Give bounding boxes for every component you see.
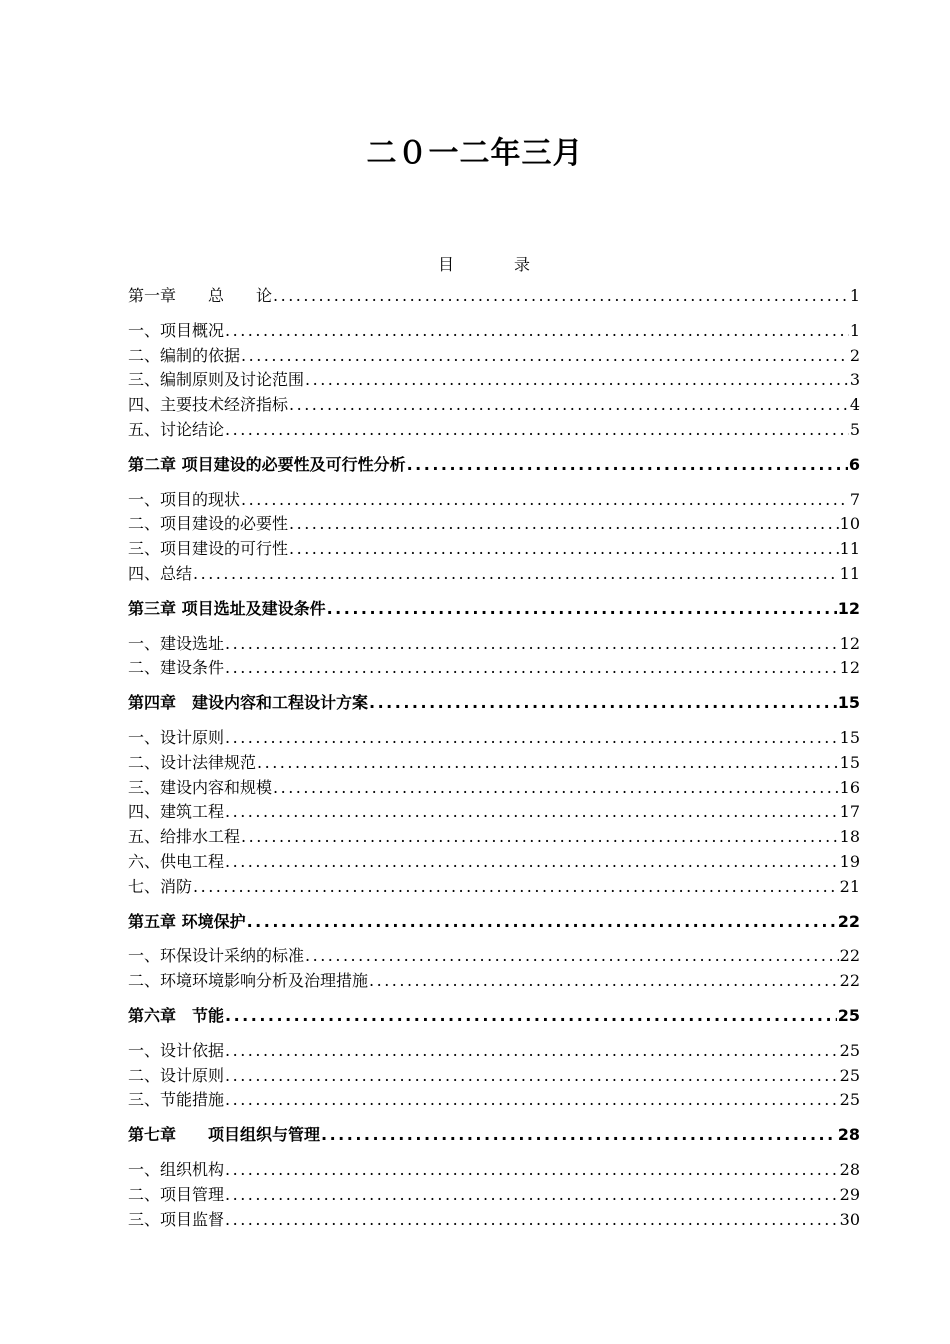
toc-entry-page-number: 12	[839, 633, 860, 653]
toc-chapter-entry[interactable]	[128, 453, 860, 478]
toc-entry-page-number: 22	[839, 971, 860, 991]
toc-entry-label: 七、消防	[128, 876, 193, 896]
toc-dot-leader	[327, 597, 837, 622]
toc-entry-label: 二、编制的依据	[128, 345, 241, 365]
toc-section-entry[interactable]	[128, 418, 860, 443]
toc-chapter-entry[interactable]	[128, 284, 860, 309]
toc-entry-label: 三、项目监督	[128, 1209, 225, 1229]
toc-dot-leader	[225, 418, 849, 443]
toc-dot-leader	[225, 1088, 839, 1113]
toc-entry-label: 第二章 项目建设的必要性及可行性分析	[128, 454, 406, 474]
toc-section-entry[interactable]	[128, 1208, 860, 1233]
table-of-contents	[128, 280, 860, 1232]
toc-section-entry[interactable]	[128, 726, 860, 751]
toc-entry-label: 五、讨论结论	[128, 419, 225, 439]
toc-chapter-entry[interactable]	[128, 1123, 860, 1148]
toc-section-entry[interactable]	[128, 319, 860, 344]
toc-dot-leader	[225, 632, 839, 657]
toc-entry-label: 四、主要技术经济指标	[128, 395, 289, 415]
toc-dot-leader	[369, 691, 837, 716]
toc-entry-label: 六、供电工程	[128, 851, 225, 871]
toc-entry-label: 三、编制原则及讨论范围	[128, 370, 305, 390]
toc-entry-page-number: 1	[849, 320, 860, 340]
toc-entry-label: 一、项目的现状	[128, 489, 241, 509]
toc-entry-label: 四、总结	[128, 563, 193, 583]
toc-section-entry[interactable]	[128, 368, 860, 393]
toc-dot-leader	[407, 453, 848, 478]
toc-dot-leader	[273, 776, 839, 801]
toc-dot-leader	[305, 368, 849, 393]
toc-entry-label: 第三章 项目选址及建设条件	[128, 598, 326, 618]
toc-section-entry[interactable]	[128, 1088, 860, 1113]
toc-entry-label: 二、设计法律规范	[128, 752, 257, 772]
toc-entry-page-number: 12	[839, 658, 860, 678]
toc-dot-leader	[247, 910, 837, 935]
toc-entry-label: 三、项目建设的可行性	[128, 539, 289, 559]
toc-section-entry[interactable]	[128, 969, 860, 994]
toc-entry-page-number: 17	[839, 802, 860, 822]
toc-dot-leader	[257, 751, 839, 776]
toc-entry-label: 四、建筑工程	[128, 802, 225, 822]
toc-entry-page-number: 5	[849, 419, 860, 439]
toc-entry-page-number: 10	[839, 514, 860, 534]
toc-chapter-entry[interactable]	[128, 691, 860, 716]
toc-entry-label: 二、设计原则	[128, 1065, 225, 1085]
toc-entry-label: 二、建设条件	[128, 658, 225, 678]
toc-section-entry[interactable]	[128, 562, 860, 587]
toc-entry-page-number: 11	[839, 563, 860, 583]
toc-section-entry[interactable]	[128, 656, 860, 681]
toc-entry-page-number: 3	[849, 370, 860, 390]
toc-section-entry[interactable]	[128, 537, 860, 562]
toc-entry-page-number: 15	[837, 693, 860, 713]
toc-entry-page-number: 25	[839, 1065, 860, 1085]
toc-dot-leader	[369, 969, 839, 994]
toc-entry-page-number: 7	[849, 489, 860, 509]
toc-dot-leader	[273, 284, 849, 309]
toc-section-entry[interactable]	[128, 944, 860, 969]
toc-section-entry[interactable]	[128, 512, 860, 537]
toc-entry-page-number: 15	[839, 727, 860, 747]
toc-entry-label: 第七章 项目组织与管理	[128, 1125, 321, 1145]
toc-entry-page-number: 4	[849, 395, 860, 415]
toc-entry-label: 一、项目概况	[128, 320, 225, 340]
toc-dot-leader	[225, 656, 839, 681]
toc-section-entry[interactable]	[128, 344, 860, 369]
toc-entry-label: 二、环境环境影响分析及治理措施	[128, 971, 369, 991]
toc-dot-leader	[225, 1183, 839, 1208]
toc-dot-leader	[241, 825, 839, 850]
toc-dot-leader	[225, 850, 839, 875]
toc-entry-page-number: 29	[839, 1184, 860, 1204]
toc-entry-page-number: 19	[839, 851, 860, 871]
toc-entry-label: 一、设计原则	[128, 727, 225, 747]
toc-section-entry[interactable]	[128, 1039, 860, 1064]
toc-entry-label: 三、建设内容和规模	[128, 777, 273, 797]
toc-dot-leader	[241, 344, 849, 369]
toc-section-entry[interactable]	[128, 393, 860, 418]
toc-entry-label: 一、设计依据	[128, 1040, 225, 1060]
toc-entry-label: 一、组织机构	[128, 1159, 225, 1179]
toc-chapter-entry[interactable]	[128, 910, 860, 935]
toc-heading: 目 录	[437, 255, 552, 274]
toc-section-entry[interactable]	[128, 825, 860, 850]
toc-section-entry[interactable]	[128, 632, 860, 657]
toc-section-entry[interactable]	[128, 751, 860, 776]
toc-entry-page-number: 25	[839, 1090, 860, 1110]
toc-dot-leader	[225, 726, 839, 751]
toc-entry-label: 一、建设选址	[128, 633, 225, 653]
toc-chapter-entry[interactable]	[128, 597, 860, 622]
toc-entry-page-number: 11	[839, 539, 860, 559]
toc-entry-label: 第一章 总 论	[128, 286, 273, 305]
toc-entry-page-number: 28	[839, 1159, 860, 1179]
toc-entry-page-number: 30	[839, 1209, 860, 1229]
toc-dot-leader	[241, 488, 849, 513]
toc-entry-page-number: 25	[837, 1005, 860, 1025]
toc-dot-leader	[225, 319, 849, 344]
toc-dot-leader	[225, 1208, 839, 1233]
toc-entry-page-number: 2	[849, 345, 860, 365]
toc-dot-leader	[321, 1123, 837, 1148]
toc-entry-label: 五、给排水工程	[128, 827, 241, 847]
toc-dot-leader	[289, 537, 839, 562]
toc-chapter-entry[interactable]	[128, 1004, 860, 1029]
toc-section-entry[interactable]	[128, 488, 860, 513]
toc-dot-leader	[225, 1039, 839, 1064]
toc-dot-leader	[193, 562, 839, 587]
toc-dot-leader	[225, 1004, 837, 1029]
toc-entry-page-number: 21	[839, 876, 860, 896]
toc-dot-leader	[289, 393, 849, 418]
toc-section-entry[interactable]	[128, 850, 860, 875]
toc-dot-leader	[305, 944, 839, 969]
toc-entry-page-number: 18	[839, 827, 860, 847]
toc-entry-page-number: 28	[837, 1125, 860, 1145]
toc-entry-page-number: 16	[839, 777, 860, 797]
toc-entry-label: 第五章 环境保护	[128, 911, 246, 931]
toc-entry-label: 二、项目管理	[128, 1184, 225, 1204]
toc-section-entry[interactable]	[128, 875, 860, 900]
toc-entry-page-number: 1	[849, 286, 860, 305]
toc-section-entry[interactable]	[128, 800, 860, 825]
document-date-title: 二０一二年三月	[366, 136, 584, 171]
toc-section-entry[interactable]	[128, 776, 860, 801]
toc-dot-leader	[225, 1064, 839, 1089]
toc-entry-label: 三、节能措施	[128, 1090, 225, 1110]
toc-entry-page-number: 15	[839, 752, 860, 772]
toc-dot-leader	[225, 800, 839, 825]
toc-entry-page-number: 22	[837, 911, 860, 931]
toc-dot-leader	[193, 875, 839, 900]
toc-entry-page-number: 22	[839, 946, 860, 966]
toc-entry-label: 一、环保设计采纳的标准	[128, 946, 305, 966]
toc-section-entry[interactable]	[128, 1183, 860, 1208]
toc-entry-page-number: 6	[848, 454, 860, 474]
toc-section-entry[interactable]	[128, 1064, 860, 1089]
toc-dot-leader	[225, 1158, 839, 1183]
toc-entry-page-number: 12	[837, 598, 860, 618]
toc-entry-page-number: 25	[839, 1040, 860, 1060]
toc-dot-leader	[289, 512, 839, 537]
toc-entry-label: 第六章 节能	[128, 1005, 225, 1025]
toc-entry-label: 第四章 建设内容和工程设计方案	[128, 693, 369, 713]
toc-section-entry[interactable]	[128, 1158, 860, 1183]
toc-entry-label: 二、项目建设的必要性	[128, 514, 289, 534]
